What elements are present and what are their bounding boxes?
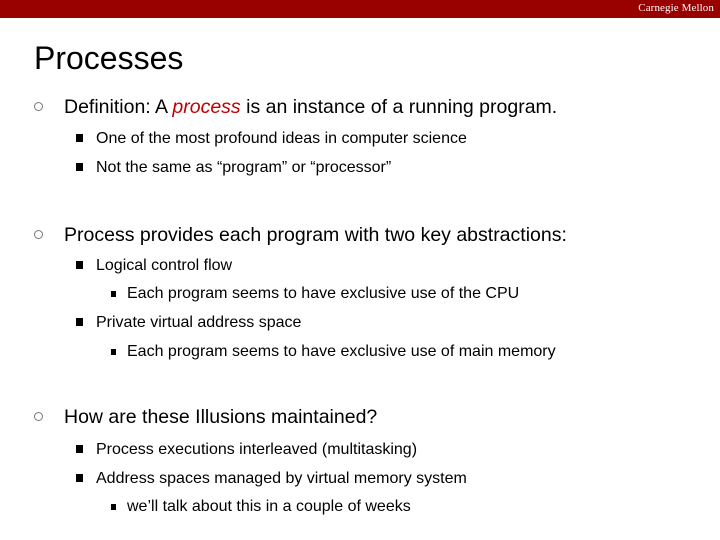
- definition-prefix: Definition: A: [64, 96, 173, 118]
- sub-bullet: [96, 314, 301, 332]
- sub-bullet: [96, 441, 417, 459]
- sub-bullet-text: Process executions interleaved (multitasking): [96, 441, 418, 458]
- sub-bullet: [96, 257, 232, 275]
- square-bullet-icon: [76, 163, 83, 171]
- sub-bullet: [96, 159, 391, 177]
- header-bar: [0, 0, 720, 18]
- circle-bullet-icon: [34, 412, 43, 421]
- square-bullet-icon: [76, 134, 83, 142]
- sub-sub-bullet-text: Each program seems to have exclusive use of the CPU: [127, 285, 520, 302]
- slide-title: Processes: [34, 40, 184, 76]
- sub-bullet-text: Private virtual address space: [96, 314, 302, 331]
- sub-bullet-text: One of the most profound ideas in computer science: [96, 130, 467, 147]
- sub-sub-bullet-text: we’ll talk about this in a couple of weeks: [127, 498, 411, 515]
- bullet-abstractions: [64, 224, 567, 247]
- sub-sub-bullet: [127, 498, 411, 516]
- sub-sub-bullet: [127, 285, 519, 303]
- circle-bullet-icon: [34, 102, 43, 111]
- sub-bullet-text: Address spaces managed by virtual memory system: [96, 470, 467, 487]
- square-bullet-icon: [111, 291, 116, 297]
- bullet-definition: [64, 96, 557, 119]
- sub-bullet: [96, 470, 467, 488]
- brand-label: Carnegie Mellon: [638, 2, 714, 14]
- definition-suffix: is an instance of a running program.: [240, 96, 558, 118]
- square-bullet-icon: [111, 349, 116, 355]
- circle-bullet-icon: [34, 230, 43, 239]
- sub-bullet: [96, 130, 467, 148]
- abstractions-heading: Process provides each program with two key abstractions:: [64, 224, 567, 246]
- bullet-illusions: [64, 406, 377, 429]
- illusions-heading: How are these Illusions maintained?: [64, 406, 378, 428]
- square-bullet-icon: [76, 318, 83, 326]
- square-bullet-icon: [111, 504, 116, 510]
- square-bullet-icon: [76, 445, 83, 453]
- sub-bullet-text: Logical control flow: [96, 257, 233, 274]
- sub-sub-bullet-text: Each program seems to have exclusive use of main memory: [127, 343, 556, 360]
- sub-sub-bullet: [127, 343, 556, 361]
- square-bullet-icon: [76, 261, 83, 269]
- sub-bullet-text: Not the same as “program” or “processor”: [96, 159, 392, 176]
- definition-highlight: process: [172, 96, 241, 118]
- square-bullet-icon: [76, 474, 83, 482]
